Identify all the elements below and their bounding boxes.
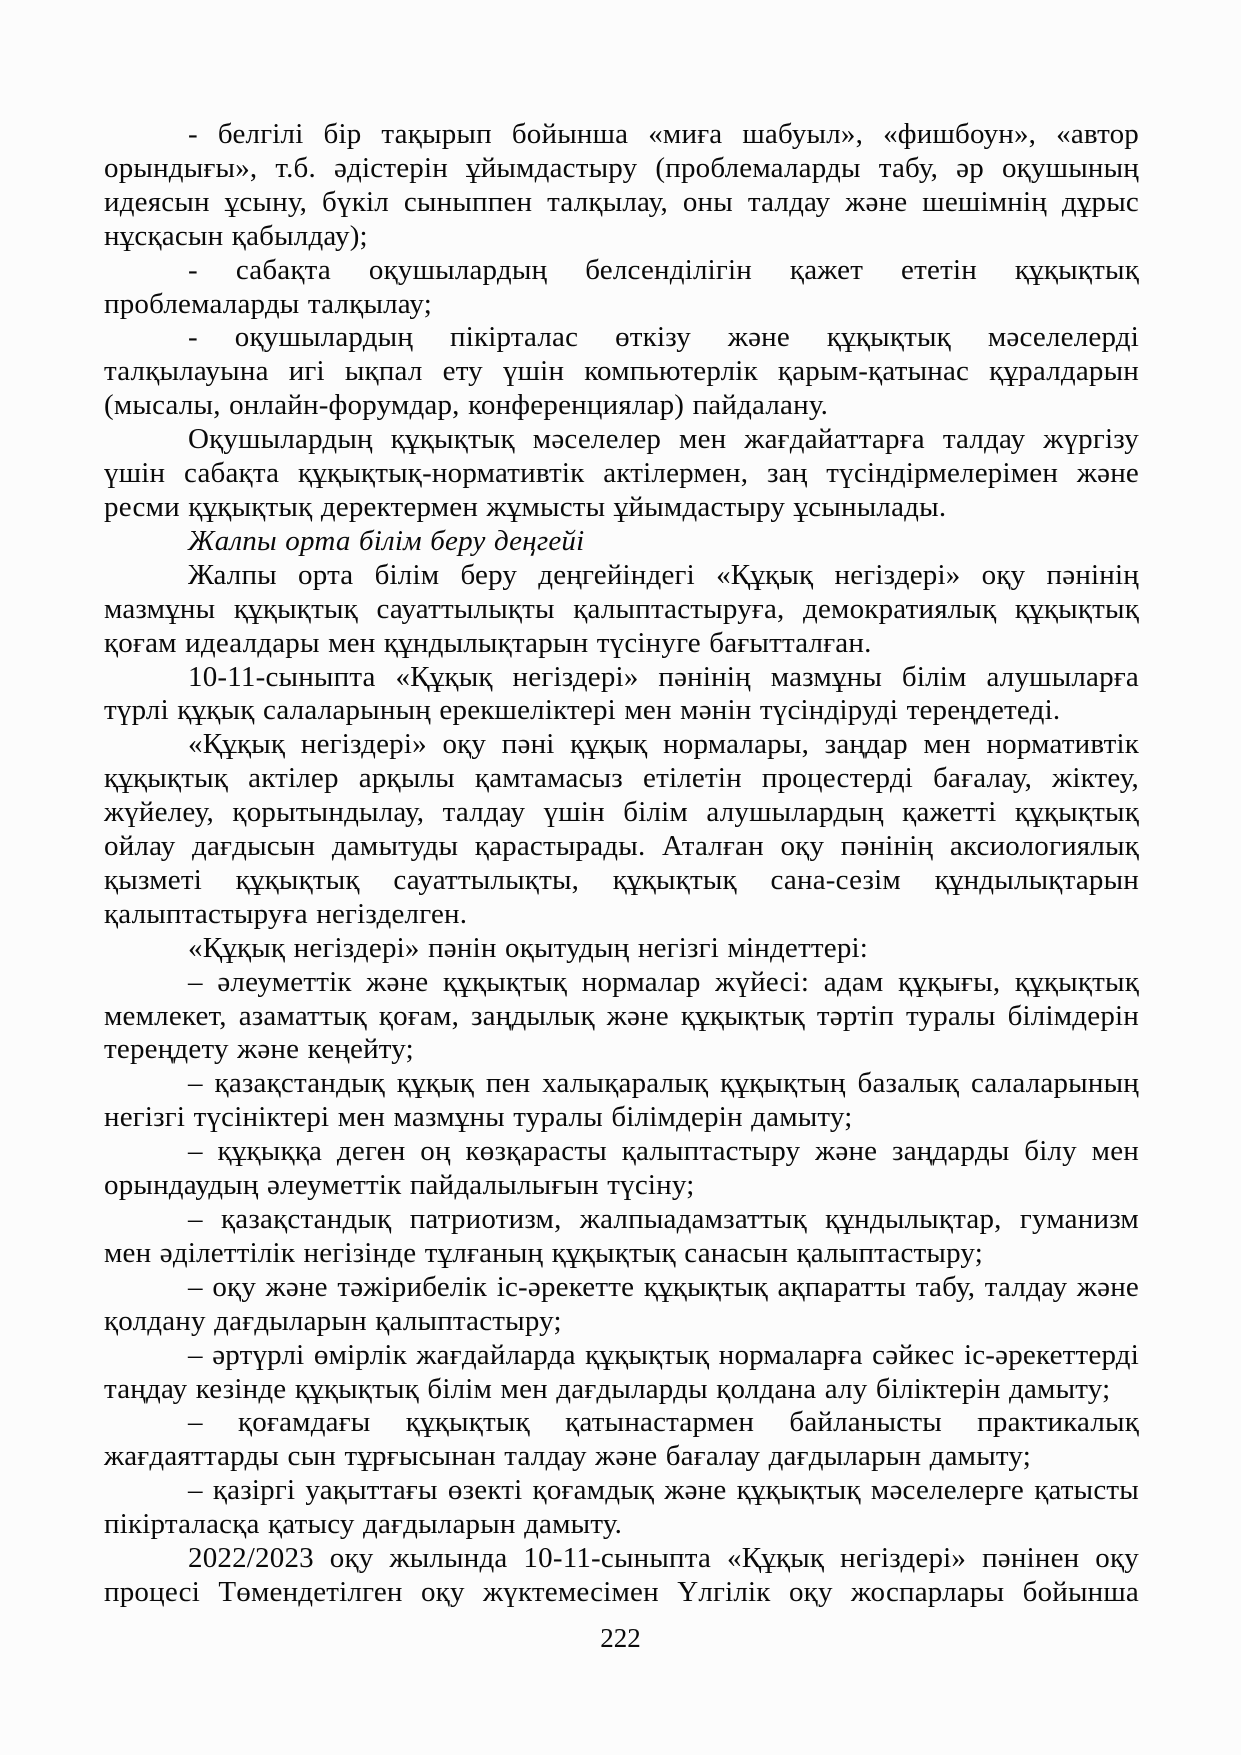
paragraph-subject-description: «Құқық негіздері» оқу пәні құқық нормалары, заңдар мен нормативтік құқықтық актілер арқылы қамтамасыз етілетін процестерді бағалау, жіктеу, жүйелеу, қорытындылау, талдау үшін білім алушылардың қажетті құқықтық ойлау дағдысын дамытуды қарастырады. Аталған оқу пәнінің аксиологиялық қызметі құқықтық сауаттылықты, құқықтық сана-сезім құндылықтарын қалыптастыруға негізделген.	[104, 728, 1139, 930]
task-item-legal-information-skills: – оқу және тәжірибелік іс-әрекетте құқықтық ақпаратты табу, талдау және қолдану дағдыларын қалыптастыру;	[104, 1270, 1139, 1337]
task-item-legal-norms-system: – әлеуметтік және құқықтық нормалар жүйесі: адам құқығы, құқықтық мемлекет, азаматтық қоғам, заңдылық және құқықтық тәртіп туралы білімдерін тереңдету және кеңейту;	[104, 965, 1139, 1066]
task-item-critical-analysis: – қоғамдағы құқықтық қатынастармен байланысты практикалық жағдаяттарды сын тұрғысынан талдау және бағалау дағдыларын дамыту;	[104, 1406, 1139, 1473]
section-heading-general-secondary-level: Жалпы орта білім беру деңгейі	[188, 524, 585, 557]
paragraph-grades-10-11-content: 10-11-сыныпта «Құқық негіздері» пәнінің мазмұны білім алушыларға түрлі құқық салаларының ерекшеліктері мен мәнін түсіндіруді тереңдетеді.	[104, 660, 1139, 727]
page-text-block	[104, 118, 1139, 1610]
page-number: 222	[600, 1623, 641, 1653]
paragraph-bullet-debate-tools: - оқушылардың пікірталас өткізу және құқықтық мәселелерді талқылауына игі ықпал ету үшін компьютерлік қарым-қатынас құралдарын (мысалы, онлайн-форумдар, конференциялар) пайдалану.	[104, 321, 1139, 422]
task-item-discussion-participation: – қазіргі уақыттағы өзекті қоғамдық және құқықтық мәселелерге қатысты пікірталасқа қатысу дағдыларын дамыту.	[104, 1474, 1139, 1541]
paragraph-2022-2023-study-year: 2022/2023 оқу жылында 10-11-сыныпта «Құқық негіздері» пәнінен оқу процесі Төмендетілген оқу жүктемесімен Үлгілік оқу жоспарлары бойынша	[104, 1542, 1139, 1608]
paragraph-legal-analysis: Оқушылардың құқықтық мәселелер мен жағдайаттарға талдау жүргізу үшін сабақта құқықтық-нормативтік актілермен, заң түсіндірмелерімен және ресми құқықтық деректермен жұмысты ұйымдастыру ұсынылады.	[104, 423, 1139, 523]
task-item-kazakh-international-law: – қазақстандық құқық пен халықаралық құқықтың базалық салаларының негізгі түсініктері мен мазмұны туралы білімдерін дамыту;	[104, 1067, 1139, 1134]
paragraph-bullet-brainstorm: - белгілі бір тақырып бойынша «миға шабуыл», «фишбоун», «автор орындығы», т.б. әдістерін ұйымдастыру (проблемаларды табу, әр оқушының идеясын ұсыну, бүкіл сыныппен талқылау, оны талдау және шешімнің дұрыс нұсқасын қабылдау);	[104, 118, 1139, 252]
paragraph-bullet-classroom-activity: - сабақта оқушылардың белсенділігін қажет ететін құқықтық проблемаларды талқылау;	[104, 253, 1139, 320]
task-item-positive-attitude: – құқыққа деген оң көзқарасты қалыптастыру және заңдарды білу мен орындаудың әлеуметтік пайдалылығын түсіну;	[104, 1135, 1139, 1202]
task-item-life-situations: – әртүрлі өмірлік жағдайларда құқықтық нормаларға сәйкес іс-әрекеттерді таңдау кезінде құқықтық білім мен дағдыларды қолдана алу біліктерін дамыту;	[104, 1338, 1139, 1405]
paragraph-main-tasks-intro: «Құқық негіздері» пәнін оқытудың негізгі міндеттері:	[188, 931, 869, 964]
task-item-patriotism-values: – қазақстандық патриотизм, жалпыадамзаттық құндылықтар, гуманизм мен әділеттілік негізінде тұлғаның құқықтық санасын қалыптастыру;	[104, 1203, 1139, 1269]
paragraph-subject-content-goal: Жалпы орта білім беру деңгейіндегі «Құқық негіздері» оқу пәнінің мазмұны құқықтық сауаттылықты қалыптастыруға, демократиялық құқықтық қоғам идеалдары мен құндылықтарын түсінуге бағытталған.	[104, 558, 1139, 659]
